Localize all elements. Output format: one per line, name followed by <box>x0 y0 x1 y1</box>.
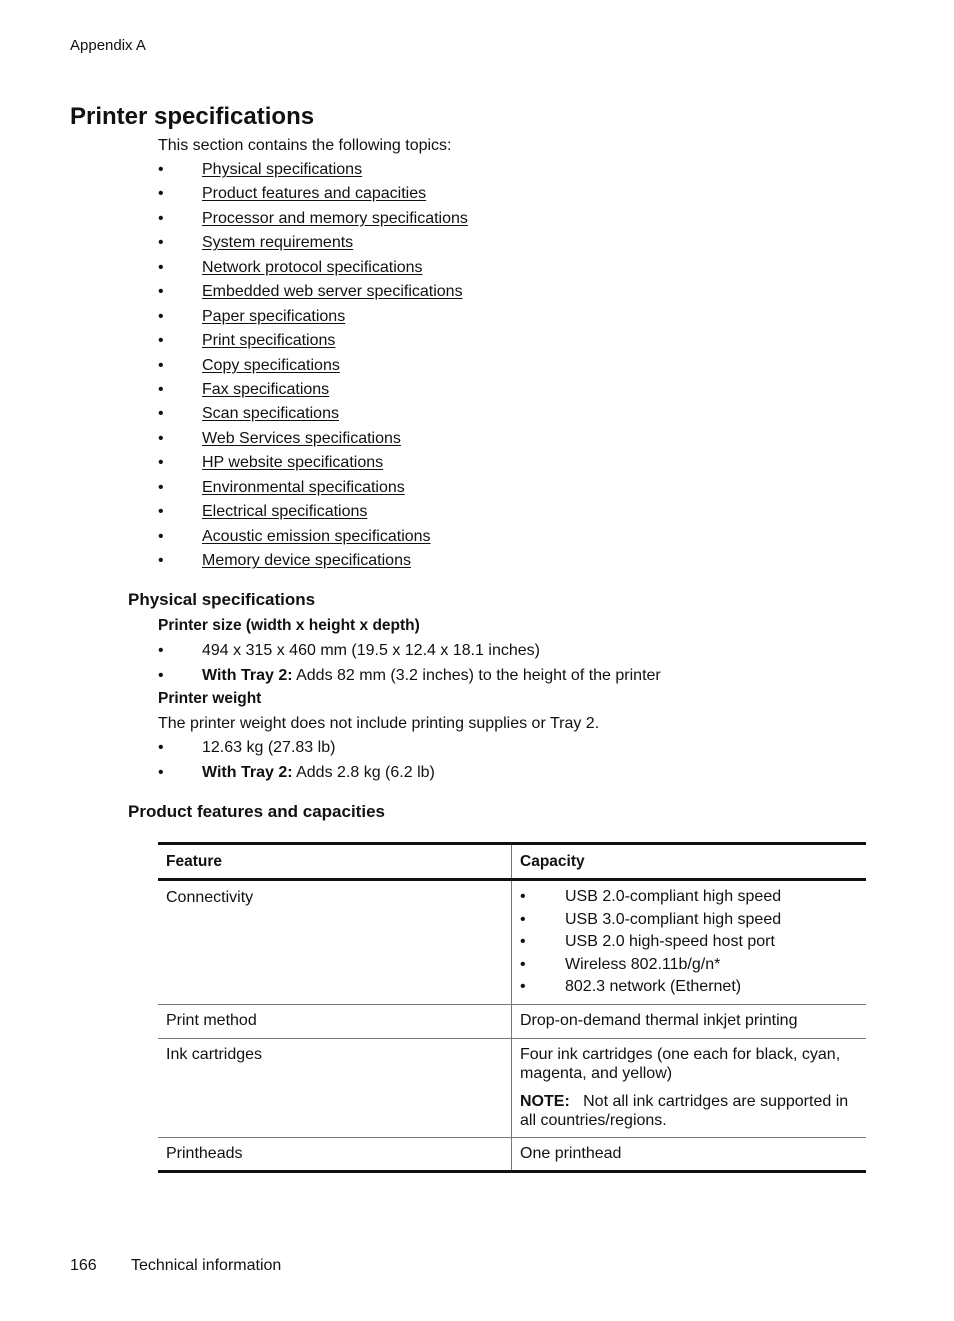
topic-item <box>158 354 468 378</box>
ink-capacity-text: Four ink cartridges (one each for black, cyan, magenta, and yellow) <box>520 1045 841 1082</box>
bullet: • <box>158 185 164 203</box>
bullet: • <box>520 978 526 995</box>
topic-item <box>158 231 468 255</box>
list-item <box>520 976 858 999</box>
topic-link-scan[interactable]: Scan specifications <box>202 405 339 423</box>
topic-item <box>158 329 468 353</box>
footer-section: Technical information <box>131 1257 282 1274</box>
bullet: • <box>158 552 164 569</box>
connectivity-item: 802.3 network (Ethernet) <box>565 978 742 995</box>
topic-item <box>158 256 468 280</box>
tray-weight-text: Adds 2.8 kg (6.2 lb) <box>292 763 435 781</box>
feature-cell: Printheads <box>166 1144 243 1162</box>
connectivity-item: USB 2.0 high-speed host port <box>565 933 775 950</box>
bullet: • <box>158 454 164 472</box>
section-heading-physical: Physical specifications <box>128 590 316 609</box>
printer-size-list <box>158 639 661 688</box>
topic-link-environmental[interactable]: Environmental specifications <box>202 478 405 496</box>
list-item <box>158 761 435 786</box>
topic-link-acoustic[interactable]: Acoustic emission specifications <box>202 527 431 545</box>
list-item <box>520 954 858 977</box>
list-item <box>520 931 858 954</box>
bullet: • <box>158 283 164 301</box>
topic-link-system-requirements[interactable]: System requirements <box>202 234 354 252</box>
capacity-cell: Drop-on-demand thermal inkjet printing <box>512 1004 867 1038</box>
topic-link-physical[interactable]: Physical specifications <box>202 161 363 178</box>
bullet: • <box>158 503 164 521</box>
note-text: Not all ink cartridges are supported in all countries/regions. <box>520 1092 849 1129</box>
column-header-feature: Feature <box>166 852 222 870</box>
topic-link-memory-device[interactable]: Memory device specifications <box>202 552 411 569</box>
topic-item <box>158 305 468 329</box>
topic-item <box>158 525 468 549</box>
topic-link-copy[interactable]: Copy specifications <box>202 356 340 374</box>
topic-item <box>158 280 468 304</box>
intro-text: This section contains the following topics: <box>158 137 452 154</box>
capacity-cell <box>512 1038 867 1137</box>
connectivity-item: USB 3.0-compliant high speed <box>565 910 782 928</box>
page-title: Printer specifications <box>70 103 315 130</box>
topic-link-electrical[interactable]: Electrical specifications <box>202 503 368 521</box>
bullet: • <box>158 478 164 496</box>
table-row <box>158 1137 866 1171</box>
topic-list <box>158 158 468 573</box>
note-label: NOTE: <box>520 1092 570 1110</box>
tray-label: With Tray 2: <box>202 666 293 684</box>
list-item <box>158 664 661 689</box>
topic-item <box>158 158 468 182</box>
bullet: • <box>158 307 164 325</box>
tray-label: With Tray 2: <box>202 763 293 781</box>
page-number: 166 <box>70 1257 97 1274</box>
printer-weight-list <box>158 736 435 785</box>
tray-size-text: Adds 82 mm (3.2 inches) to the height of the printer <box>292 666 661 684</box>
topic-link-web-services[interactable]: Web Services specifications <box>202 429 401 447</box>
table-row <box>158 1004 866 1038</box>
topic-item <box>158 182 468 206</box>
list-item <box>158 736 435 761</box>
list-item <box>520 886 858 909</box>
column-header-capacity: Capacity <box>512 844 867 880</box>
size-value: 494 x 315 x 460 mm (19.5 x 12.4 x 18.1 inches) <box>202 642 540 659</box>
topic-item <box>158 402 468 426</box>
table-row <box>158 880 866 1005</box>
bullet: • <box>158 380 164 398</box>
connectivity-item: USB 2.0-compliant high speed <box>565 888 782 905</box>
topic-item <box>158 378 468 402</box>
topic-item <box>158 476 468 500</box>
topic-link-features[interactable]: Product features and capacities <box>202 185 427 203</box>
bullet: • <box>158 332 164 350</box>
feature-cell: Print method <box>166 1012 257 1029</box>
features-table <box>158 842 866 1173</box>
feature-cell: Ink cartridges <box>166 1045 263 1063</box>
subheading-printer-size: Printer size (width x height x depth) <box>158 617 420 634</box>
section-heading-features: Product features and capacities <box>128 802 385 821</box>
weight-note: The printer weight does not include printing supplies or Tray 2. <box>158 715 600 732</box>
bullet: • <box>158 258 164 276</box>
topic-item <box>158 207 468 231</box>
bullet: • <box>520 910 526 928</box>
topic-link-print[interactable]: Print specifications <box>202 332 336 350</box>
topic-item <box>158 427 468 451</box>
bullet: • <box>520 933 526 950</box>
bullet: • <box>158 429 164 447</box>
bullet: • <box>158 666 164 684</box>
weight-value: 12.63 kg (27.83 lb) <box>202 739 336 756</box>
bullet: • <box>158 405 164 423</box>
page-footer <box>70 1257 281 1275</box>
table-header-row <box>158 844 866 880</box>
connectivity-item: Wireless 802.11b/g/n* <box>565 955 721 973</box>
list-item <box>158 639 661 664</box>
bullet: • <box>520 955 526 973</box>
bullet: • <box>520 888 526 905</box>
list-item <box>520 909 858 932</box>
topic-link-embedded-web-server[interactable]: Embedded web server specifications <box>202 283 463 301</box>
capacity-cell: One printhead <box>512 1137 867 1171</box>
bullet: • <box>158 234 164 252</box>
bullet: • <box>158 161 164 178</box>
bullet: • <box>158 209 164 227</box>
topic-item <box>158 500 468 524</box>
topic-link-fax[interactable]: Fax specifications <box>202 380 330 398</box>
ink-note <box>520 1092 858 1130</box>
subheading-printer-weight: Printer weight <box>158 690 262 707</box>
topic-link-paper[interactable]: Paper specifications <box>202 307 346 325</box>
bullet: • <box>158 356 164 374</box>
table-row <box>158 1038 866 1137</box>
topic-link-network-protocol[interactable]: Network protocol specifications <box>202 258 423 276</box>
running-head: Appendix A <box>70 37 146 54</box>
bullet: • <box>158 763 164 781</box>
bullet: • <box>158 739 164 756</box>
topic-item <box>158 549 468 573</box>
connectivity-list <box>520 886 858 999</box>
topic-link-processor-memory[interactable]: Processor and memory specifications <box>202 209 468 227</box>
topic-item <box>158 451 468 475</box>
capacity-cell <box>512 880 867 1005</box>
bullet: • <box>158 642 164 659</box>
feature-cell: Connectivity <box>166 889 254 906</box>
topic-link-hp-website[interactable]: HP website specifications <box>202 454 384 472</box>
bullet: • <box>158 527 164 545</box>
